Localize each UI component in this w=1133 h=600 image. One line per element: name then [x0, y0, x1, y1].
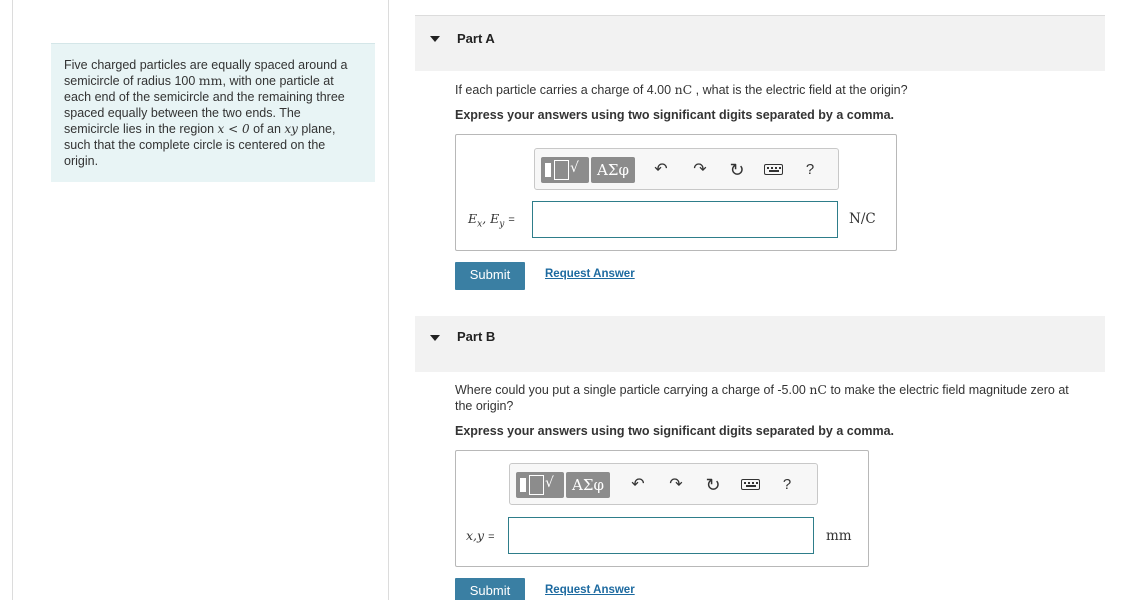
help-button[interactable]: ?	[782, 476, 792, 493]
collapse-caret-icon[interactable]	[430, 335, 440, 341]
keyboard-icon[interactable]	[741, 479, 760, 490]
part-a-request-answer-link[interactable]: Request Answer	[545, 268, 635, 280]
part-a-submit-button[interactable]: Submit	[455, 262, 525, 290]
part-b-answer-input[interactable]	[508, 517, 814, 554]
part-b-unit: mm	[826, 528, 852, 544]
help-button[interactable]: ?	[805, 161, 815, 178]
part-b-title: Part B	[457, 329, 496, 344]
part-b-question: Where could you put a single particle carrying a charge of -5.00 nC to make the electric field magnitude zero at the origin?	[455, 382, 1069, 413]
part-a-answer-box	[455, 134, 897, 251]
part-a-answer-input[interactable]	[532, 201, 838, 238]
radical-icon: √	[545, 475, 554, 491]
math-toolbar	[509, 463, 818, 505]
math-toolbar	[534, 148, 839, 190]
problem-line: semicircle of radius 100 mm, with one particle at	[64, 73, 334, 88]
reset-icon[interactable]: ↻	[729, 160, 745, 180]
fraction-icon	[554, 160, 569, 180]
part-b-instruction: Express your answers using two significant digits separated by a comma.	[455, 424, 895, 438]
redo-icon[interactable]: ↷	[693, 161, 707, 178]
problem-statement	[51, 43, 375, 182]
part-b-answer-box	[455, 450, 869, 567]
fraction-icon	[529, 475, 544, 495]
part-a-title: Part A	[457, 31, 495, 46]
problem-line: Five charged particles are equally spaced around a	[64, 58, 348, 72]
template-block-icon	[520, 478, 526, 492]
reset-icon[interactable]: ↻	[705, 475, 721, 495]
part-b-request-answer-link[interactable]: Request Answer	[545, 584, 635, 596]
collapse-caret-icon[interactable]	[430, 36, 440, 42]
problem-line: origin.	[64, 154, 99, 168]
redo-icon[interactable]: ↷	[669, 476, 683, 493]
part-b-submit-button[interactable]: Submit	[455, 578, 525, 600]
part-a-question: If each particle carries a charge of 4.00 nC , what is the electric field at the origin?	[455, 82, 908, 97]
part-b-variable-label: x,y =	[466, 528, 495, 543]
part-b-header[interactable]	[415, 316, 1105, 372]
part-a-instruction: Express your answers using two significant digits separated by a comma.	[455, 108, 895, 122]
radical-icon: √	[570, 160, 579, 176]
templates-button[interactable]	[541, 157, 589, 183]
part-a-unit: N/C	[849, 211, 876, 227]
template-block-icon	[545, 163, 551, 177]
undo-icon[interactable]: ↶	[631, 476, 645, 493]
greek-symbols-button[interactable]: ΑΣφ	[566, 472, 610, 498]
problem-line: semicircle lies in the region x < 0 of an xy plane,	[64, 122, 336, 136]
undo-icon[interactable]: ↶	[654, 161, 668, 178]
column-divider	[388, 0, 389, 600]
problem-line: each end of the semicircle and the remaining three	[64, 90, 345, 104]
part-a-variable-label: $E_x$, $E_y$ =	[468, 211, 515, 230]
keyboard-icon[interactable]	[764, 164, 783, 175]
left-divider	[12, 0, 13, 600]
greek-symbols-button[interactable]: ΑΣφ	[591, 157, 635, 183]
problem-line: spaced equally between the two ends. The	[64, 106, 301, 120]
problem-line: such that the complete circle is centered on the	[64, 138, 326, 152]
templates-button[interactable]	[516, 472, 564, 498]
part-a-header[interactable]	[415, 15, 1105, 71]
